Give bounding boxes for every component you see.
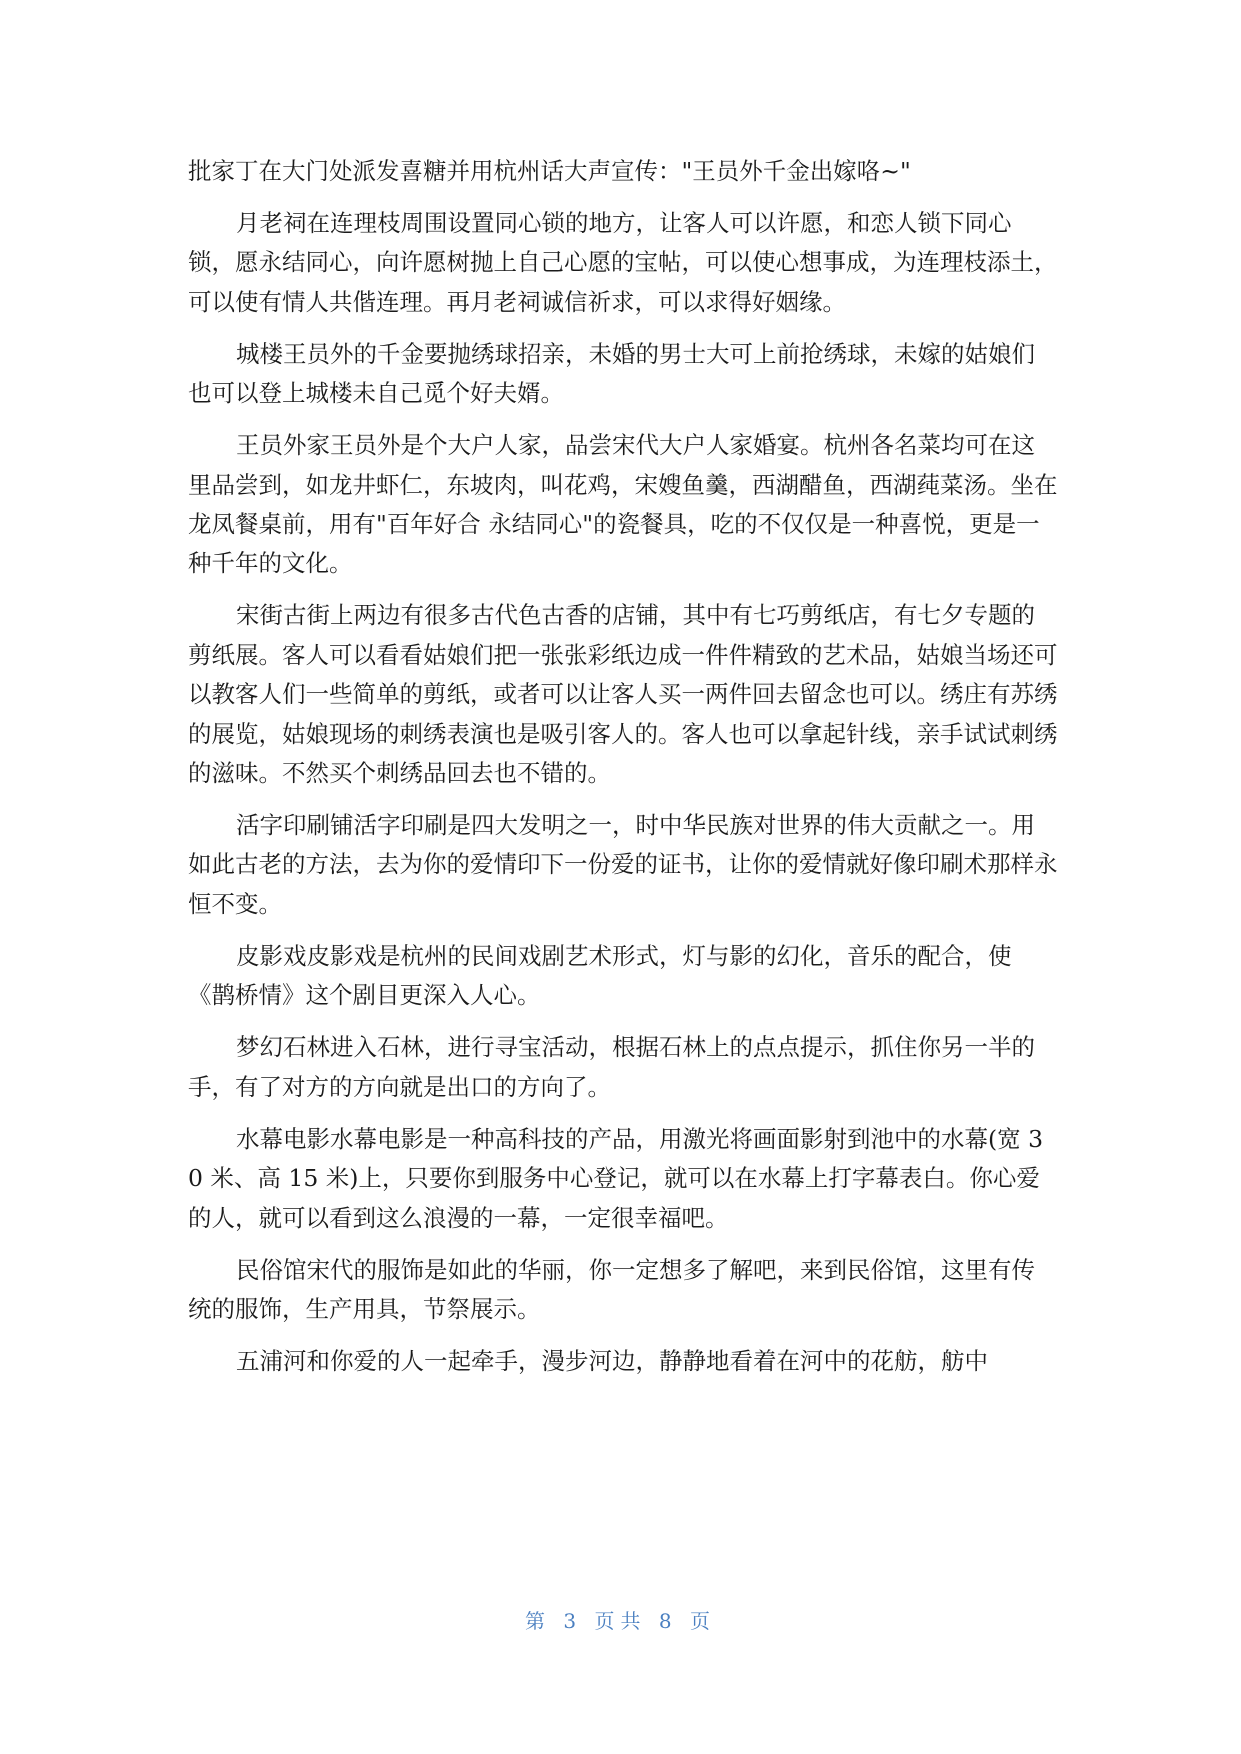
page-number-footer [0,1605,1241,1634]
document-body [188,152,1058,1394]
paragraph-city-tower: 城楼王员外的千金要抛绣球招亲，未婚的男士大可上前抢绣球，未嫁的姑娘们也可以登上城楼未自己觅个好夫婿。 [188,339,1035,408]
footer-label-ye: 页 [689,1609,716,1633]
paragraph-wang-residence: 王员外家王员外是个大户人家，品尝宋代大户人家婚宴。杭州各名菜均可在这里品尝到，如龙井虾仁，东坡肉，叫花鸡，宋嫂鱼羹，西湖醋鱼，西湖莼菜汤。坐在龙凤餐桌前，用有"百年好合 永结同心"的瓷餐具，吃的不仅仅是一种喜悦，更是一种千年的文化。 [188,431,1058,578]
paragraph-folk-museum: 民俗馆宋代的服饰是如此的华丽，你一定想多了解吧，来到民俗馆，这里有传统的服饰，生产用具，节祭展示。 [188,1255,1035,1323]
paragraph-wupu-river: 五浦河和你爱的人一起牵手，漫步河边，静静地看着在河中的花舫，舫中 [236,1346,988,1375]
paragraph-printing-shop: 活字印刷铺活字印刷是四大发明之一，时中华民族对世界的伟大贡献之一。用如此古老的方法，去为你的爱情印下一份爱的证书，让你的爱情就好像印刷术那样永恒不变。 [188,811,1058,918]
footer-total-pages: 8 [658,1609,678,1633]
paragraph-yuelao-temple: 月老祠在连理枝周围设置同心锁的地方，让客人可以许愿，和恋人锁下同心锁，愿永结同心，向许愿树抛上自己心愿的宝帖，可以使心想事成，为连理枝添土，可以使有情人共偕连理。再月老祠诚信祈求，可以求得好姻缘。 [188,209,1058,316]
footer-label-ye-gong: 页共 [594,1609,647,1633]
paragraph-song-street: 宋街古街上两边有很多古代色古香的店铺，其中有七巧剪纸店，有七夕专题的剪纸展。客人可以看看姑娘们把一张张彩纸边成一件件精致的艺术品，姑娘当场还可以教客人们一些简单的剪纸，或者可以让客人买一两件回去留念也可以。绣庄有苏绣的展览，姑娘现场的刺绣表演也是吸引客人的。客人也可以拿起针线，亲手试试刺绣的滋味。不然买个刺绣品回去也不错的。 [188,601,1058,788]
footer-label-di: 第 [525,1609,552,1633]
paragraph-stone-forest: 梦幻石林进入石林，进行寻宝活动，根据石林上的点点提示，抓住你另一半的手，有了对方的方向就是出口的方向了。 [188,1033,1035,1101]
paragraph-continuation: 批家丁在大门处派发喜糖并用杭州话大声宣传："王员外千金出嫁咯~" [188,157,911,185]
footer-current-page: 3 [563,1609,583,1633]
paragraph-water-screen-movie: 水幕电影水幕电影是一种高科技的产品，用激光将画面影射到池中的水幕(宽 30 米、高 15 米)上，只要你到服务中心登记，就可以在水幕上打字幕表白。你心爱的人，就可以看到这么浪漫的一幕，一定很幸福吧。 [188,1124,1044,1232]
paragraph-shadow-play: 皮影戏皮影戏是杭州的民间戏剧艺术形式，灯与影的幻化，音乐的配合，使《鹊桥情》这个剧目更深入人心。 [188,941,1012,1010]
